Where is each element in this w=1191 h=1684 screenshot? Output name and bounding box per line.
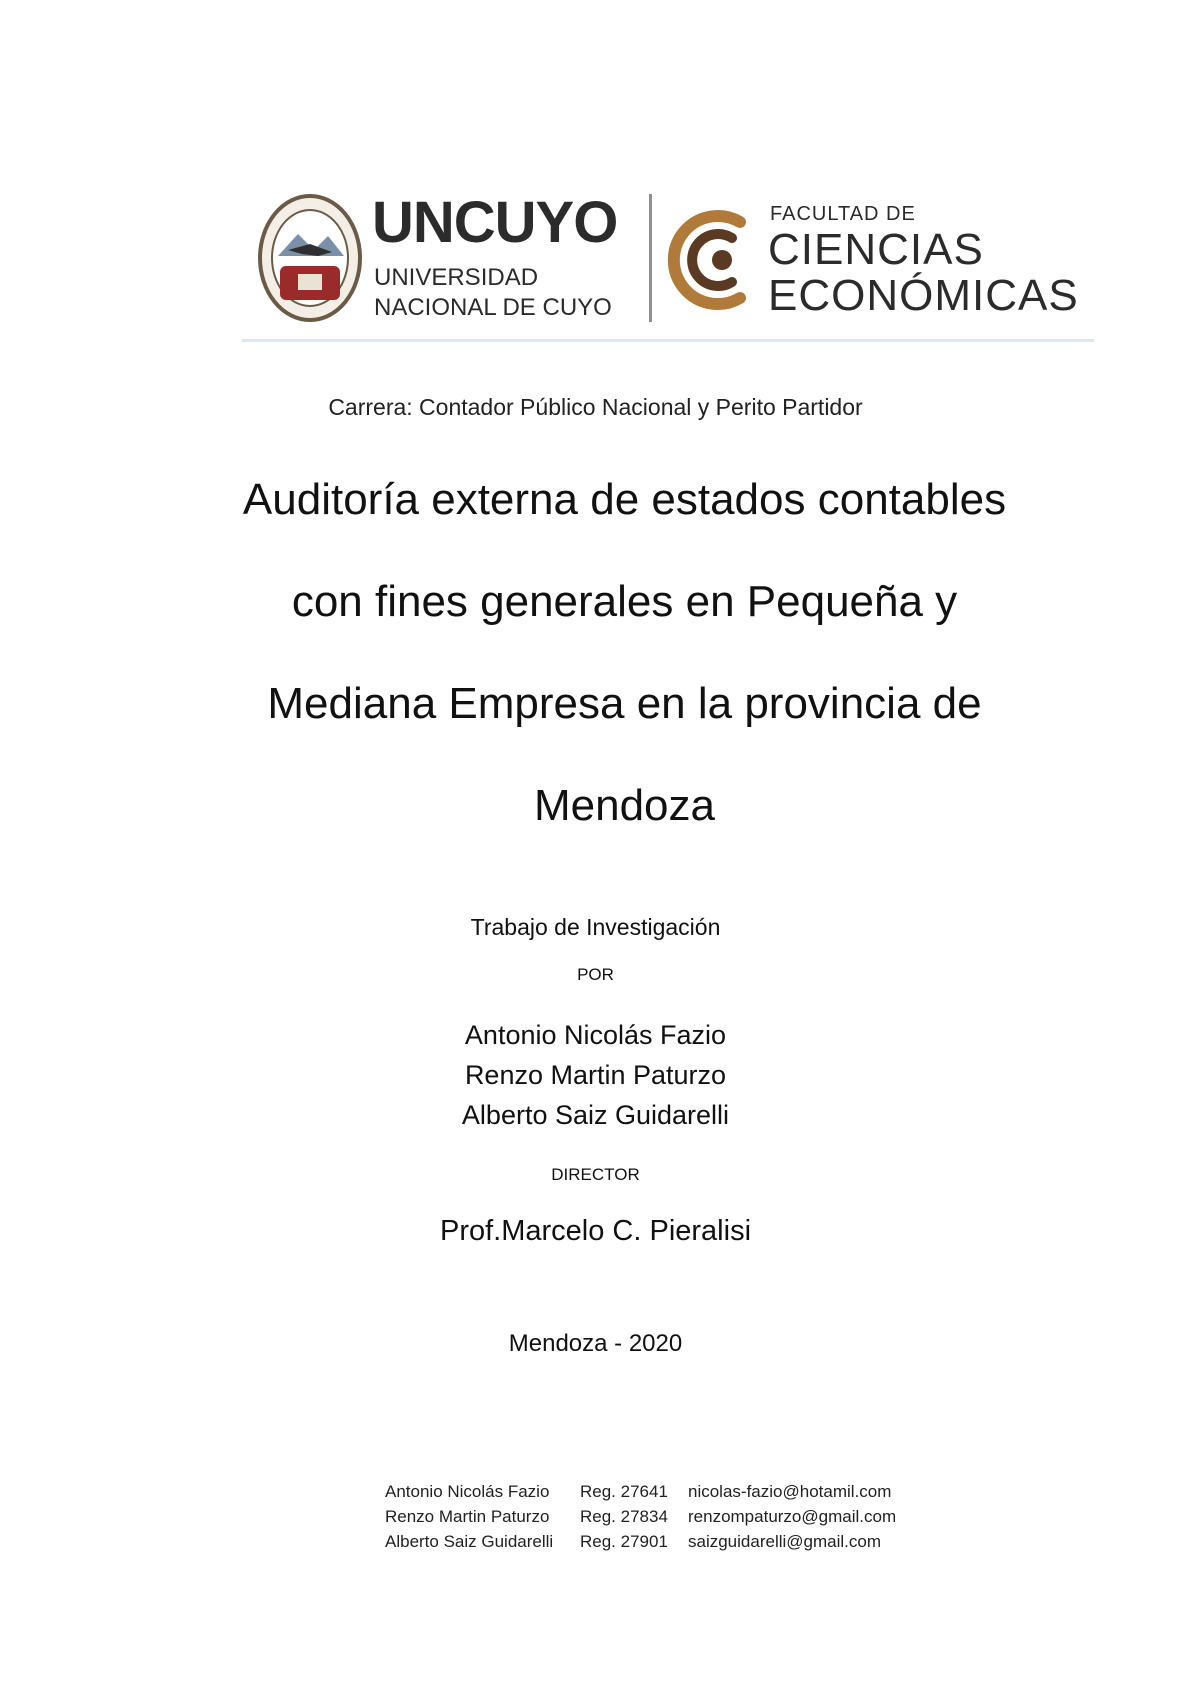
uncuyo-logo-subtitle: NACIONAL DE CUYO	[374, 294, 612, 321]
contact-email: saizguidarelli@gmail.com	[688, 1532, 881, 1551]
place-date: Mendoza - 2020	[508, 1330, 683, 1357]
contact-email: renzompaturzo@gmail.com	[688, 1507, 897, 1526]
uncuyo-logo-title: UNCUYO	[372, 190, 618, 255]
contact-registration: Reg. 27901	[580, 1532, 668, 1551]
faculty-logo-icon	[666, 204, 758, 316]
career-line: Carrera: Contador Público Nacional y Perito Partidor	[328, 394, 863, 420]
title-line: con fines generales en Pequeña y	[291, 577, 958, 626]
title-line: Mediana Empresa en la provincia de	[267, 679, 982, 728]
title-line: Mendoza	[533, 781, 715, 830]
director-label: DIRECTOR	[551, 1165, 640, 1184]
director-name: Prof.Marcelo C. Pieralisi	[439, 1215, 752, 1247]
author-name: Alberto Saiz Guidarelli	[461, 1100, 730, 1130]
contact-row	[385, 1532, 945, 1557]
document-title	[150, 470, 1099, 878]
header-underline	[242, 339, 1094, 342]
faculty-logo-prefix: FACULTAD DE	[770, 203, 916, 225]
uncuyo-logo-subtitle: UNIVERSIDAD	[374, 264, 539, 291]
contact-name: Renzo Martin Paturzo	[385, 1507, 550, 1526]
work-type: Trabajo de Investigación	[470, 914, 721, 940]
author-name: Renzo Martin Paturzo	[464, 1060, 727, 1090]
contact-name: Antonio Nicolás Fazio	[385, 1482, 550, 1501]
author-list	[0, 1020, 1191, 1140]
contact-list	[385, 1482, 945, 1557]
author-name: Antonio Nicolás Fazio	[464, 1020, 727, 1050]
contact-registration: Reg. 27834	[580, 1507, 668, 1526]
faculty-logo-name: ECONÓMICAS	[768, 271, 1079, 320]
title-line: Auditoría externa de estados contables	[242, 475, 1007, 524]
contact-row	[385, 1507, 945, 1532]
header-banner	[242, 172, 1094, 342]
by-label: POR	[577, 965, 614, 984]
logo-divider	[649, 194, 652, 322]
contact-email: nicolas-fazio@hotamil.com	[688, 1482, 892, 1501]
contact-registration: Reg. 27641	[580, 1482, 668, 1501]
contact-row	[385, 1482, 945, 1507]
contact-name: Alberto Saiz Guidarelli	[385, 1532, 554, 1551]
university-seal-icon	[258, 194, 362, 322]
faculty-logo-name: CIENCIAS	[768, 225, 984, 274]
